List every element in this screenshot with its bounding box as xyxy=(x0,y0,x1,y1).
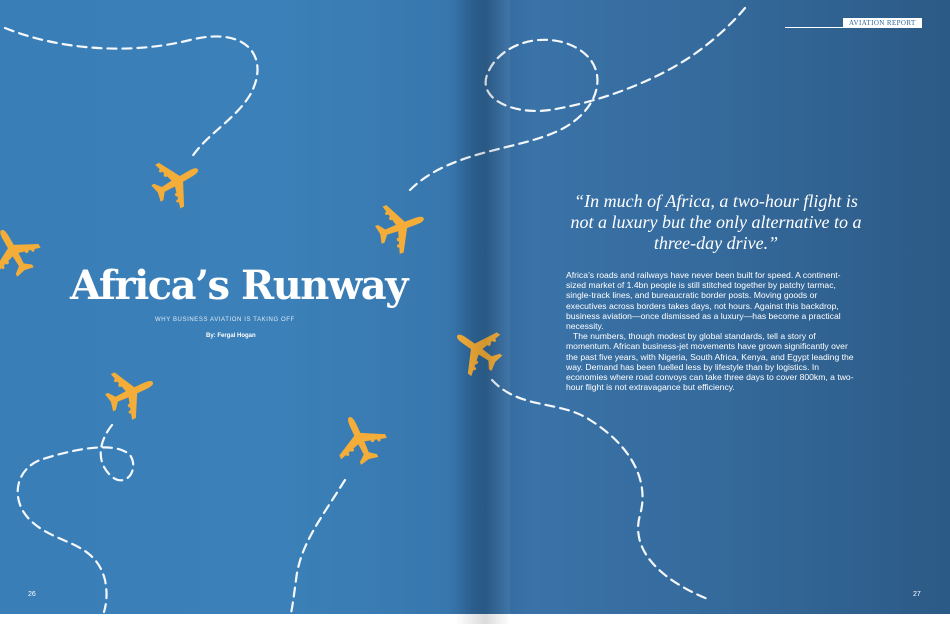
author-byline: By: Fergal Hogan xyxy=(206,333,256,339)
airplane-icon xyxy=(443,315,511,384)
airplane-icon xyxy=(370,195,433,259)
airplane-icon xyxy=(98,360,163,426)
section-badge: AVIATION REPORT xyxy=(843,18,922,28)
airplane-icon xyxy=(143,148,210,216)
pull-quote: “In much of Africa, a two-hour flight is not a luxury but the only alternative to a three-day drive.” xyxy=(570,191,862,253)
page-number-left: 26 xyxy=(28,591,36,598)
airplane-icon xyxy=(0,218,47,285)
trail-path xyxy=(492,380,710,600)
page-edge xyxy=(0,614,950,624)
body-text xyxy=(566,270,858,392)
article-subtitle: WHY BUSINESS AVIATION IS TAKING OFF xyxy=(155,317,295,323)
trail-path xyxy=(5,28,258,160)
trail-path xyxy=(290,480,345,618)
trail-path xyxy=(18,425,134,612)
airplane-icon xyxy=(327,407,393,472)
trail-path xyxy=(410,8,745,190)
section-rule xyxy=(785,27,843,28)
planes xyxy=(0,148,511,472)
page-number-right: 27 xyxy=(913,591,921,598)
article-title: Africa’s Runway xyxy=(70,262,407,309)
body-paragraph: The numbers, though modest by global standards, tell a story of momentum. African business-jet movements have grown significantly over the past five years, with Nigeria, South Africa, Kenya, and Egypt leading the way. Demand has been fuelled less by lifestyle than by logistics. In economies where road convoys can take three days to cover 800km, a two-hour flight is not extravagance but efficiency. xyxy=(566,331,854,393)
body-paragraph: Africa’s roads and railways have never been built for speed. A continent-sized market of 1.4bn people is still stitched together by patchy tarmac, single-track lines, and bureaucratic border posts. Moving goods or executives across borders takes days, not hours. Against this backdrop, business aviation—once dismissed as a luxury—has become a practical necessity. xyxy=(566,270,841,332)
